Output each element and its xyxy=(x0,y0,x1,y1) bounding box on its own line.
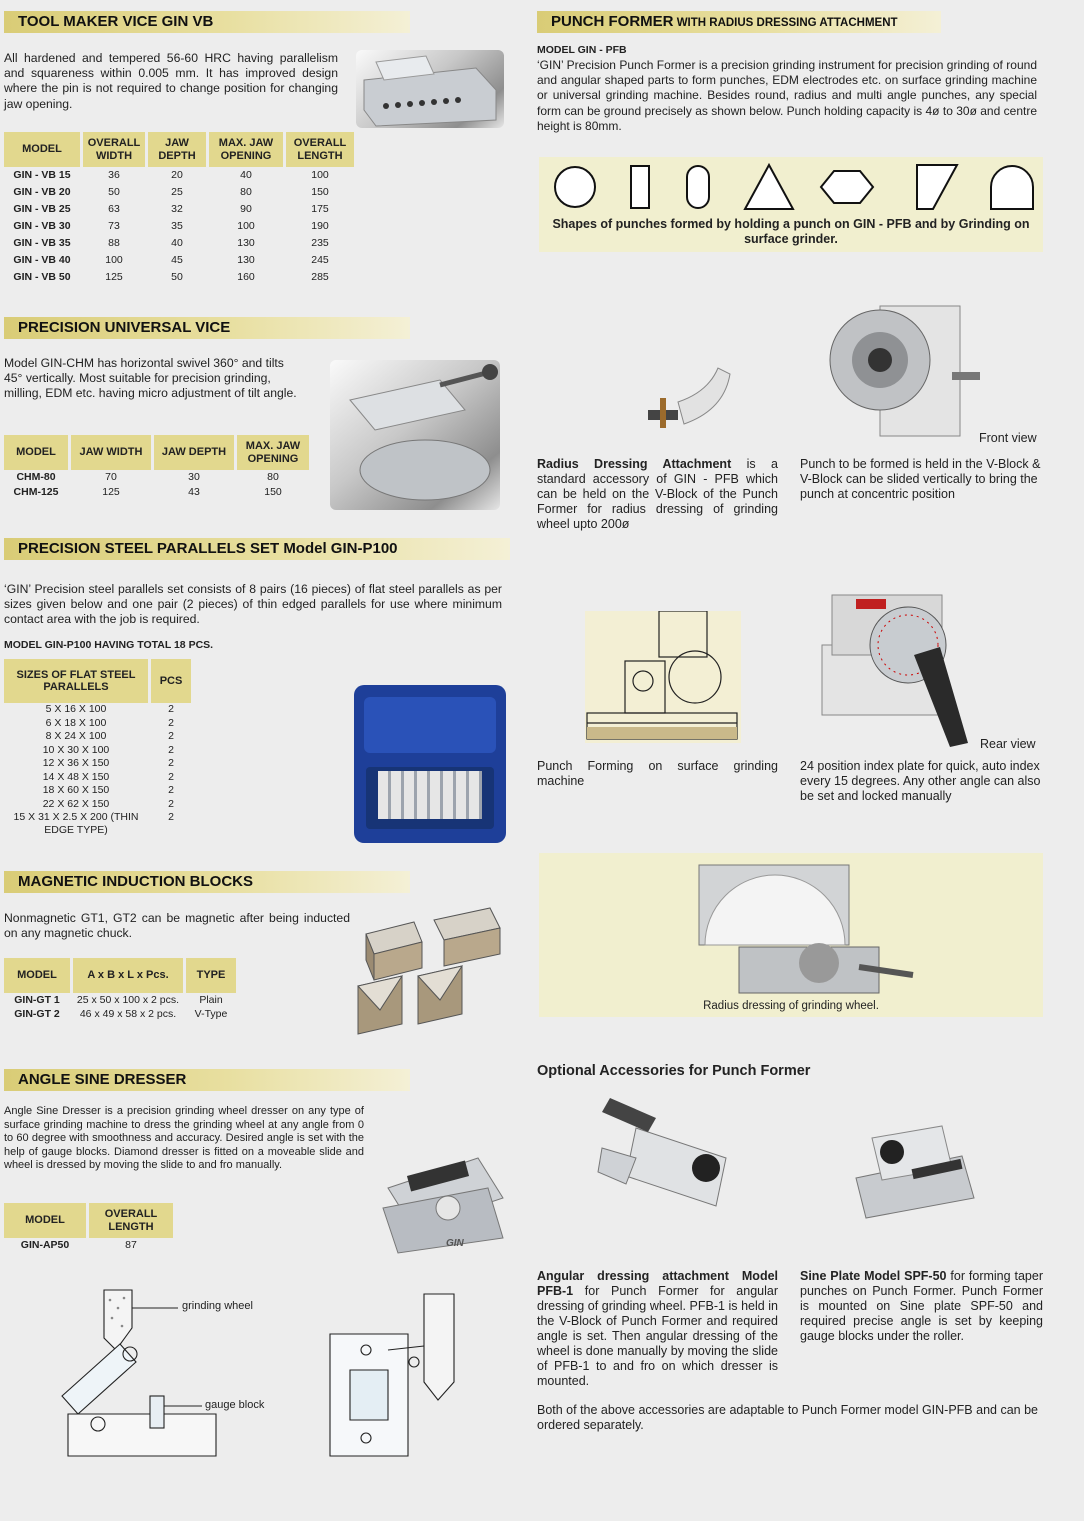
table-cell: 5 X 16 X 100 xyxy=(45,703,107,715)
tool-maker-vice-image xyxy=(356,50,504,128)
table-cell: 90 xyxy=(240,203,252,215)
table-cell: 2 xyxy=(168,730,174,742)
table-cell: 130 xyxy=(237,254,255,266)
punch-shapes-caption: Shapes of punches formed by holding a punch on GIN - PFB and by Grinding on surface grinder. xyxy=(552,217,1030,246)
table-cell: 100 xyxy=(105,254,123,266)
table-cell: 100 xyxy=(237,220,255,232)
punch-former-rear-view-image xyxy=(818,575,968,747)
table-cell: 2 xyxy=(168,703,174,715)
table-row xyxy=(4,218,354,235)
table-row xyxy=(4,485,309,500)
tool-maker-vice-table xyxy=(1,132,357,286)
table-cell: 235 xyxy=(311,237,329,249)
hexagon-shape-icon xyxy=(821,171,873,203)
label-rear-view: Rear view xyxy=(980,737,1036,751)
table-row xyxy=(4,784,191,798)
tool-maker-vice-description: All hardened and tempered 56-60 HRC having parallelism and squareness within 0.005 mm. It has improved design where the pin is not required to change position for changing jaw opening. xyxy=(4,51,338,111)
table-cell: GIN - VB 20 xyxy=(13,186,71,198)
magnetic-blocks-description: Nonmagnetic GT1, GT2 can be magnetic after being inducted on any magnetic chuck. xyxy=(4,911,350,941)
table-cell: 12 X 36 X 150 xyxy=(42,757,110,769)
table-cell: 190 xyxy=(311,220,329,232)
table-cell: GIN - VB 25 xyxy=(13,203,71,215)
table-cell: 2 xyxy=(168,716,174,729)
col-header: TYPE xyxy=(186,958,236,993)
table-cell: V-Type xyxy=(194,1008,228,1020)
sine-dresser-diagram xyxy=(58,1286,288,1462)
table-cell: GIN - VB 50 xyxy=(13,271,71,283)
table-cell: 35 xyxy=(171,220,183,232)
radius-dressing-text: Radius Dressing Attachment is a standard accessory of GIN - PFB which can be held on the V-Block of the Punch Former for radius dressing of grinding wheel upto 200ø xyxy=(537,457,778,531)
col-header: MODEL xyxy=(4,1203,86,1238)
punch-forming-machine-image xyxy=(585,611,741,743)
col-header: OVERALL WIDTH xyxy=(83,132,145,167)
angular-dressing-attachment-image xyxy=(596,1088,746,1210)
label-front-view: Front view xyxy=(979,431,1037,445)
table-cell: 32 xyxy=(171,203,183,215)
parallels-model-note: MODEL GIN-P100 HAVING TOTAL 18 PCS. xyxy=(4,639,214,651)
punch-forming-text: Punch Forming on surface grinding machine xyxy=(537,759,778,788)
section-title-universal-vice: PRECISION UNIVERSAL VICE xyxy=(4,317,410,339)
section-title-punch-former xyxy=(537,11,941,33)
table-cell: 40 xyxy=(240,169,252,181)
table-row xyxy=(4,470,309,485)
parallels-description: ‘GIN’ Precision steel parallels set consists of 8 pairs (16 pieces) of flat steel parallels as per sizes given below and one pair (2 pieces) of thin edged parallels for use where minimum contact area with the job is required. xyxy=(4,582,502,627)
label-grinding-wheel: grinding wheel xyxy=(182,1300,253,1312)
index-plate-text: 24 position index plate for quick, auto index every 15 degrees. Any other angle can also be set and locked manually xyxy=(800,759,1041,803)
table-cell: 2 xyxy=(168,784,174,796)
table-cell: 285 xyxy=(311,271,329,283)
table-cell: Plain xyxy=(199,994,223,1006)
magnetic-blocks-image xyxy=(352,906,508,1038)
sine-dresser-description: Angle Sine Dresser is a precision grinding wheel dresser on any type of surface grinding machine to dress the grinding wheel at any angle from 0 to 60 degree with smoothness and accuracy. Desired angle is set with the help of gauge blocks. Diamond dresser is fitted on a moveable slide and wheel is dressed by moving the slide to and fro manually. xyxy=(4,1105,364,1171)
table-cell: 150 xyxy=(311,186,329,198)
round-shape-icon xyxy=(555,167,595,207)
table-cell: GIN-GT 2 xyxy=(14,1008,60,1020)
table-cell: 130 xyxy=(237,237,255,249)
table-cell: 40 xyxy=(171,237,183,249)
triangle-shape-icon xyxy=(745,165,793,209)
table-cell: GIN - VB 30 xyxy=(13,220,71,232)
table-cell: 160 xyxy=(237,271,255,283)
table-cell: 245 xyxy=(311,254,329,266)
table-cell: 25 xyxy=(171,186,183,198)
section-title-sine-dresser: ANGLE SINE DRESSER xyxy=(4,1069,410,1091)
section-title-parallels: PRECISION STEEL PARALLELS SET Model GIN-P100 xyxy=(4,538,510,560)
table-cell: 175 xyxy=(311,203,329,215)
table-row xyxy=(4,1238,173,1252)
table-cell: 36 xyxy=(108,169,120,181)
table-cell: 80 xyxy=(240,186,252,198)
table-cell: GIN - VB 40 xyxy=(13,254,71,266)
table-row xyxy=(4,235,354,252)
punch-shapes xyxy=(539,157,1043,217)
punch-former-model: MODEL GIN - PFB xyxy=(537,44,627,56)
table-cell: 88 xyxy=(108,237,120,249)
col-header: JAW DEPTH xyxy=(154,435,234,470)
table-cell: 2 xyxy=(168,757,174,769)
table-cell: 20 xyxy=(171,169,183,181)
col-header: MODEL xyxy=(4,435,68,470)
radius-dressing-panel xyxy=(539,853,1043,1017)
col-header: OVERALL LENGTH xyxy=(89,1203,173,1238)
table-cell: 45 xyxy=(171,254,183,266)
col-header: A x B x L x Pcs. xyxy=(73,958,183,993)
parallels-table xyxy=(1,659,194,837)
punch-former-front-view-image xyxy=(820,296,982,444)
table-cell: GIN - VB 35 xyxy=(13,237,71,249)
table-cell: 100 xyxy=(311,169,329,181)
section-title-accessories: Optional Accessories for Punch Former xyxy=(537,1063,811,1079)
universal-vice-table xyxy=(1,435,312,500)
sine-dresser-image xyxy=(378,1128,510,1256)
d-shape-icon xyxy=(991,166,1033,209)
table-cell: 18 X 60 X 150 xyxy=(42,784,110,796)
table-cell: 2 xyxy=(168,797,174,810)
col-header: PCS xyxy=(151,659,191,703)
table-cell: GIN - VB 15 xyxy=(13,169,71,181)
table-row xyxy=(4,167,354,184)
angular-dressing-text: Angular dressing attachment Model PFB-1 for Punch Former for angular dressing of grinding wheel. PFB-1 is held in the V-Block of Punch Former and required angle is set. Then angular dressing of the wheel is done manually by moving the slide of PFB-1 to and fro on which dresser is mounted. xyxy=(537,1269,778,1388)
table-row xyxy=(4,757,191,771)
table-cell: 50 xyxy=(171,271,183,283)
parallels-case-image xyxy=(354,685,506,843)
magnetic-blocks-table xyxy=(1,958,239,1021)
col-header: OVERALL LENGTH xyxy=(286,132,354,167)
table-cell: 2 xyxy=(168,770,174,783)
table-cell: 2 xyxy=(168,811,174,823)
front-view-text: Punch to be formed is held in the V-Block & V-Block can be slided vertically to bring the punch at concentric position xyxy=(800,457,1041,501)
table-cell: 87 xyxy=(125,1239,137,1251)
table-cell: GIN-AP50 xyxy=(20,1239,70,1251)
table-cell: 73 xyxy=(108,220,120,232)
table-row xyxy=(4,1007,236,1021)
table-row xyxy=(4,184,354,201)
col-header: SIZES OF FLAT STEEL PARALLELS xyxy=(4,659,148,703)
sine-dresser-side-diagram xyxy=(326,1290,466,1460)
table-cell: 6 X 18 X 100 xyxy=(45,716,107,729)
table-cell: 150 xyxy=(264,486,282,498)
table-row xyxy=(4,252,354,269)
table-row xyxy=(4,703,191,717)
punch-former-description: ‘GIN’ Precision Punch Former is a precision grinding instrument for precision grinding of round and angular shaped parts to form punches, EDM electrodes etc. on surface grinding machine or universal grinding machine. Besides round, radius and multi angle punches, any special form can be ground precisely as shown below. Punch holding capacity is 4ø to 30ø and centre height is 80mm. xyxy=(537,58,1037,133)
table-cell: 125 xyxy=(102,486,120,498)
gin-logo: GIN xyxy=(446,1238,464,1249)
trapezoid-shape-icon xyxy=(917,165,957,209)
section-title-magnetic-blocks: MAGNETIC INDUCTION BLOCKS xyxy=(4,871,410,893)
table-cell: 22 X 62 X 150 xyxy=(42,797,110,810)
accessories-footer: Both of the above accessories are adaptable to Punch Former model GIN-PFB and can be ordered separately. xyxy=(537,1403,1038,1432)
table-cell: 2 xyxy=(168,743,174,756)
table-cell: 30 xyxy=(188,471,200,483)
sine-dresser-table xyxy=(1,1203,176,1252)
table-row xyxy=(4,811,191,837)
table-row xyxy=(4,717,191,731)
table-row xyxy=(4,201,354,218)
table-cell: CHM-80 xyxy=(16,471,56,483)
table-row xyxy=(4,771,191,785)
punch-shapes-panel xyxy=(539,157,1043,252)
universal-vice-image xyxy=(330,360,500,510)
table-cell: GIN-GT 1 xyxy=(14,994,60,1006)
table-cell: 10 X 30 X 100 xyxy=(42,743,110,756)
table-cell: 50 xyxy=(108,186,120,198)
col-header: MODEL xyxy=(4,132,80,167)
table-cell: 80 xyxy=(267,471,279,483)
table-cell: 63 xyxy=(108,203,120,215)
rectangle-shape-icon xyxy=(631,166,649,208)
table-row xyxy=(4,269,354,286)
table-row xyxy=(4,993,236,1007)
slot-shape-icon xyxy=(687,166,709,208)
col-header: MODEL xyxy=(4,958,70,993)
table-cell: 25 x 50 x 100 x 2 pcs. xyxy=(76,994,180,1006)
universal-vice-description: Model GIN-CHM has horizontal swivel 360° and tilts 45° vertically. Most suitable for precision grinding, milling, EDM etc. having micro adjustment of tilt angle. xyxy=(4,356,297,401)
col-header: JAW DEPTH xyxy=(148,132,206,167)
table-cell: 14 X 48 X 150 xyxy=(42,770,110,783)
radius-dressing-attachment-image xyxy=(638,362,734,440)
table-row xyxy=(4,744,191,758)
table-cell: 46 x 49 x 58 x 2 pcs. xyxy=(79,1008,177,1020)
col-header: MAX. JAW OPENING xyxy=(209,132,283,167)
table-cell: 125 xyxy=(105,271,123,283)
sine-plate-text: Sine Plate Model SPF-50 for forming taper punches on Punch Former. Punch Former is mounted on Sine plate SPF-50 and required precise angle is set by keeping gauge blocks under the roller. xyxy=(800,1269,1043,1343)
col-header: JAW WIDTH xyxy=(71,435,151,470)
punch-former-title: PUNCH FORMER xyxy=(551,13,674,30)
col-header: MAX. JAW OPENING xyxy=(237,435,309,470)
table-cell: 70 xyxy=(105,471,117,483)
table-row xyxy=(4,798,191,812)
table-cell: 8 X 24 X 100 xyxy=(45,730,107,742)
table-cell: 43 xyxy=(188,486,200,498)
table-cell: 15 X 31 X 2.5 X 200 (THIN EDGE TYPE) xyxy=(13,811,139,836)
table-cell: CHM-125 xyxy=(13,486,59,498)
section-title-tool-maker-vice: TOOL MAKER VICE GIN VB xyxy=(4,11,410,33)
label-gauge-block: gauge block xyxy=(205,1399,265,1411)
radius-dressing-caption: Radius dressing of grinding wheel. xyxy=(703,1000,879,1012)
punch-former-subtitle: WITH RADIUS DRESSING ATTACHMENT xyxy=(673,17,898,29)
table-row xyxy=(4,730,191,744)
sine-plate-image xyxy=(852,1108,978,1220)
